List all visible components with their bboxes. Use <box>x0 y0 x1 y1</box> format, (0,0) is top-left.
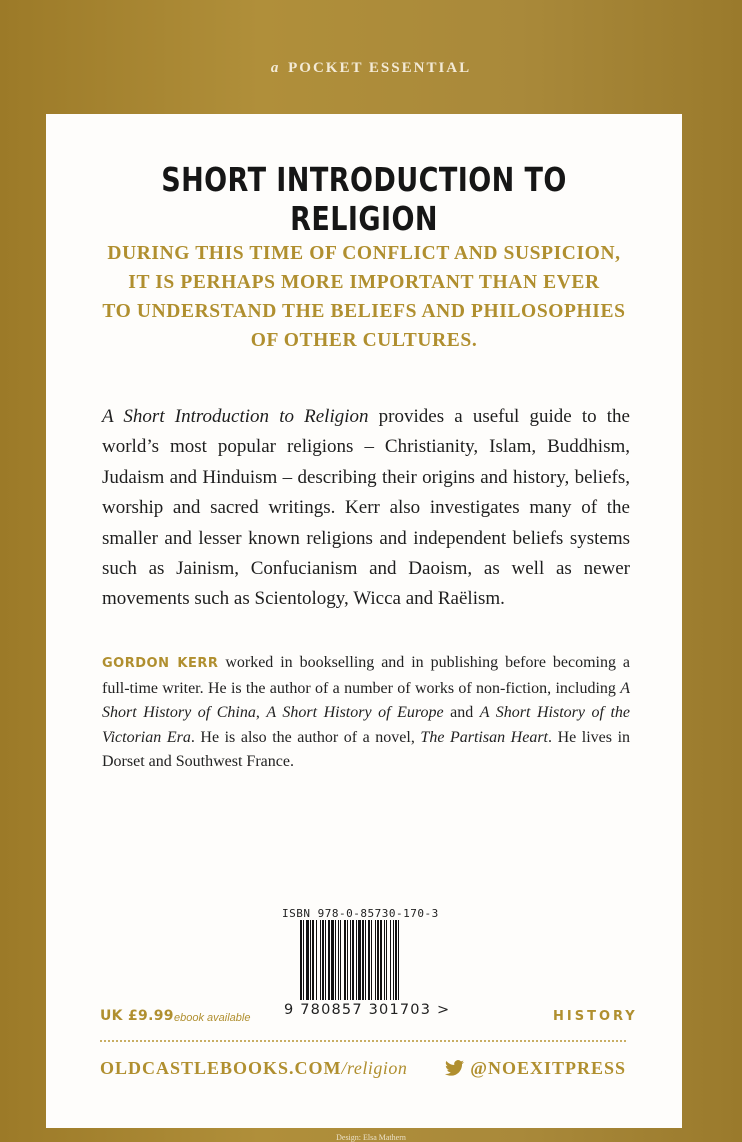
category-label: HISTORY <box>553 1009 638 1024</box>
tagline <box>66 239 662 355</box>
tagline-line: IT IS PERHAPS MORE IMPORTANT THAN EVER <box>128 272 600 293</box>
isbn-label: ISBN 978-0-85730-170-3 <box>282 907 439 920</box>
author-name: GORDON KERR <box>102 656 219 671</box>
author-bio <box>102 651 630 775</box>
series-prefix: a <box>270 60 281 76</box>
series-label <box>0 60 742 77</box>
tagline-line: OF OTHER CULTURES. <box>250 330 478 351</box>
twitter-bird-icon <box>445 1060 464 1076</box>
blurb-book-title: A Short Introduction to Religion <box>102 406 369 427</box>
website-domain: OLDCASTLEBOOKS.COM <box>100 1058 342 1078</box>
blurb-paragraph <box>102 402 630 615</box>
twitter-link[interactable] <box>445 1058 626 1079</box>
back-cover-panel <box>46 114 682 1128</box>
bio-work-title: A Short History of the Victorian Era <box>102 704 631 746</box>
price-label: UK £9.99 <box>100 1008 174 1024</box>
blurb-text: provides a useful guide to the world’s most popular religions – Christianity, Islam, Buddhism, Judaism and Hinduism – describing their origins and history, beliefs, worship and sacred writings. Kerr also investigates many of the smaller and lesser known religions and independent beliefs systems such as Jainism, Confucianism and Daoism, as well as newer movements such as Scientology, Wicca and Raëlism. <box>102 406 630 610</box>
barcode <box>300 920 432 1006</box>
footer-links <box>100 1058 626 1079</box>
tagline-line: DURING THIS TIME OF CONFLICT AND SUSPICION, <box>107 243 621 264</box>
bio-text: . He is also the author of a novel, <box>190 728 421 746</box>
website-link[interactable] <box>100 1058 407 1078</box>
bio-text: and <box>443 704 480 722</box>
series-name: POCKET ESSENTIAL <box>288 60 472 76</box>
bio-text: worked in bookselling and in publishing before becoming a full-time writer. He is the author of a number of works of non-fiction, including <box>102 654 630 697</box>
barcode-number: 9 780857 301703 > <box>284 1002 451 1018</box>
dotted-divider <box>100 1040 626 1042</box>
bio-text: . He lives in Dorset and Southwest France. <box>102 728 631 771</box>
ebook-note: ebook available <box>174 1012 251 1024</box>
book-title: SHORT INTRODUCTION TO RELIGION <box>161 160 567 238</box>
bio-text: , <box>255 704 267 722</box>
bio-work-title: A Short History of China <box>102 679 630 722</box>
design-credit: Design: Elsa Mathern <box>336 1133 406 1142</box>
bio-work-title: The Partisan Heart <box>420 728 548 746</box>
twitter-handle: @NOEXITPRESS <box>470 1058 626 1078</box>
website-path: /religion <box>341 1058 408 1078</box>
bio-work-title: A Short History of Europe <box>266 704 444 722</box>
tagline-line: TO UNDERSTAND THE BELIEFS AND PHILOSOPHIES <box>102 301 626 322</box>
